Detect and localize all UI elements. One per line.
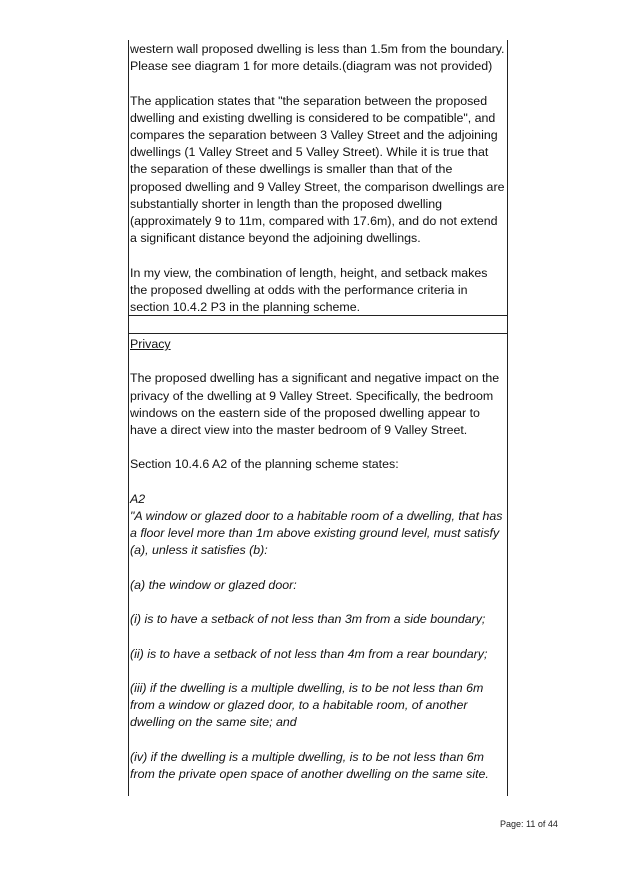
clause-iv: (iv) if the dwelling is a multiple dwelling, is to be not less than 6m from the private open space of another dwelling on the same site. (130, 749, 489, 781)
quote-window-glazed-door: "A window or glazed door to a habitable room of a dwelling, that has a floor level more than 1m above existing ground level, must satisfy (a), unless it satisfies (b): (130, 508, 503, 558)
paragraph-section-states: Section 10.4.6 A2 of the planning scheme states: (130, 457, 399, 472)
clause-i: (i) is to have a setback of not less than 3m from a side boundary; (130, 612, 486, 627)
table-left-border (128, 40, 129, 796)
clause-iii: (iii) if the dwelling is a multiple dwelling, is to be not less than 6m from a window or glazed door, to a habitable room, of another dwelling on the same site; and (130, 680, 484, 730)
table-right-border (507, 40, 508, 796)
clause-a: (a) the window or glazed door: (130, 577, 297, 592)
paragraph-privacy-impact: The proposed dwelling has a significant and negative impact on the privacy of the dwelling at 9 Valley Street. Specifically, the bedroom windows on the eastern side of the proposed dwelling appear to have a direct view into the master bedroom of 9 Valley Street. (130, 371, 500, 437)
table-row-divider-bottom (128, 333, 508, 334)
clause-ii: (ii) is to have a setback of not less than 4m from a rear boundary; (130, 646, 488, 661)
paragraph-western-wall: western wall proposed dwelling is less than 1.5m from the boundary. Please see diagram 1 for more details.(diagram was not provided) (130, 42, 505, 74)
table-cell-separation (130, 41, 506, 316)
table-cell-privacy (130, 336, 506, 783)
page-number: Page: 11 of 44 (500, 819, 558, 829)
paragraph-in-my-view: In my view, the combination of length, height, and setback makes the proposed dwelling at odds with the performance criteria in section 10.4.2 P3 in the planning scheme. (130, 265, 488, 315)
section-heading-privacy: Privacy (130, 337, 171, 351)
paragraph-application-states: The application states that "the separation between the proposed dwelling and existing dwelling is considered to be compatible", and compares the separation between 3 Valley Street and the adjoining dwellings (1 Valley Street and 5 Valley Street). While it is true that the separation of these dwellings is smaller than that of the proposed dwelling and 9 Valley Street, the comparison dwellings are substantially shorter in length than the proposed dwelling (approximately 9 to 11m, compared with 17.6m), and do not extend a significant distance beyond the adjoining dwellings. (130, 93, 505, 246)
clause-label-a2: A2 (130, 491, 146, 506)
